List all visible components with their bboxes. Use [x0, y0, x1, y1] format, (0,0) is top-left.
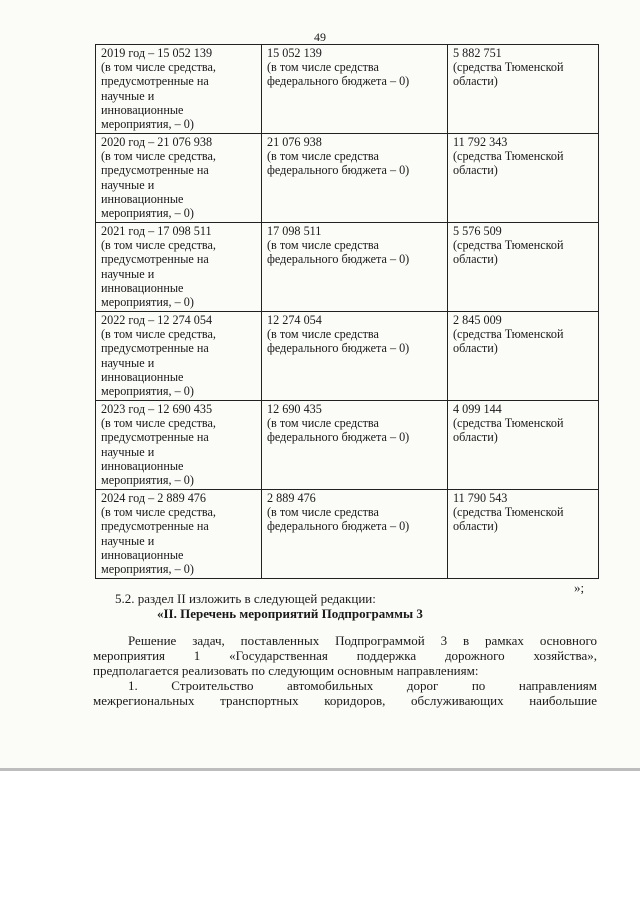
cell-line: предусмотренные на [101, 163, 209, 178]
cell-line: (средства Тюменской [453, 505, 564, 520]
cell-line: мероприятия, – 0) [101, 206, 194, 221]
cell-line: мероприятия, – 0) [101, 562, 194, 577]
cell-line: 4 099 144 [453, 402, 502, 416]
cell-line: (в том числе средства [267, 505, 379, 520]
cell-line: федерального бюджета – 0) [267, 252, 410, 267]
cell-line: научные и [101, 88, 155, 103]
cell-line: федерального бюджета – 0) [267, 519, 410, 534]
scan-edge [0, 768, 640, 771]
cell-line: 2019 год – 15 052 139 [101, 46, 213, 60]
cell-line: области) [453, 74, 498, 89]
paragraph-2-line: 1. Строительство автомобильных дорог по направлениям [128, 678, 597, 693]
table-cell-col3 [448, 45, 599, 134]
cell-line: федерального бюджета – 0) [267, 430, 410, 445]
cell-line: области) [453, 519, 498, 534]
table-cell-col3 [448, 223, 599, 312]
cell-line: 2024 год – 2 889 476 [101, 491, 206, 505]
cell-line: (в том числе средства, [101, 60, 216, 75]
cell-line: (средства Тюменской [453, 60, 564, 75]
table-cell-col1 [96, 490, 262, 579]
cell-line: предусмотренные на [101, 252, 209, 267]
cell-line: области) [453, 252, 498, 267]
table-row [96, 223, 599, 312]
closing-quote: »; [574, 580, 585, 595]
cell-line: федерального бюджета – 0) [267, 74, 410, 89]
cell-line: (в том числе средства, [101, 238, 216, 253]
cell-line: научные и [101, 266, 155, 281]
cell-line: предусмотренные на [101, 430, 209, 445]
cell-line: мероприятия, – 0) [101, 117, 194, 132]
cell-line: 5 576 509 [453, 224, 502, 238]
table-cell-col2 [262, 134, 448, 223]
page-number: 49 [314, 30, 326, 44]
cell-line: инновационные [101, 547, 184, 562]
cell-line: мероприятия, – 0) [101, 473, 194, 488]
table-cell-col1 [96, 223, 262, 312]
cell-line: (средства Тюменской [453, 149, 564, 164]
cell-line: 2021 год – 17 098 511 [101, 224, 212, 238]
cell-line: предусмотренные на [101, 74, 209, 89]
cell-line: инновационные [101, 102, 184, 117]
cell-line: (средства Тюменской [453, 416, 564, 431]
cell-line: инновационные [101, 280, 184, 295]
budget-table [95, 44, 599, 579]
cell-line: 21 076 938 [267, 135, 322, 149]
table-cell-col2 [262, 401, 448, 490]
table-cell-col1 [96, 312, 262, 401]
paragraph-1-line: предполагается реализовать по следующим основным направлениям: [93, 663, 479, 678]
paragraph-1-line: Решение задач, поставленных Подпрограммой 3 в рамках основного [128, 633, 597, 648]
cell-line: области) [453, 341, 498, 356]
table-cell-col2 [262, 223, 448, 312]
cell-line: инновационные [101, 369, 184, 384]
cell-line: мероприятия, – 0) [101, 384, 194, 399]
cell-line: (в том числе средства, [101, 416, 216, 431]
cell-line: 5 882 751 [453, 46, 502, 60]
cell-line: инновационные [101, 458, 184, 473]
cell-line: федерального бюджета – 0) [267, 163, 410, 178]
paragraph-1-line: мероприятия 1 «Государственная поддержка дорожного хозяйства», [93, 648, 597, 663]
section-heading: «II. Перечень мероприятий Подпрограммы 3 [157, 606, 423, 621]
cell-line: (средства Тюменской [453, 327, 564, 342]
cell-line: научные и [101, 533, 155, 548]
paragraph-2 [93, 678, 597, 708]
table-cell-col1 [96, 401, 262, 490]
table-cell-col2 [262, 312, 448, 401]
table-row [96, 490, 599, 579]
cell-line: 2022 год – 12 274 054 [101, 313, 213, 327]
cell-line: области) [453, 163, 498, 178]
instruction-text: 5.2. раздел II изложить в следующей редакции: [115, 591, 376, 606]
cell-line: научные и [101, 444, 155, 459]
cell-line: научные и [101, 355, 155, 370]
cell-line: (в том числе средства [267, 238, 379, 253]
cell-line: 15 052 139 [267, 46, 322, 60]
table-row [96, 45, 599, 134]
cell-line: 2 889 476 [267, 491, 316, 505]
cell-line: 12 274 054 [267, 313, 322, 327]
cell-line: мероприятия, – 0) [101, 295, 194, 310]
cell-line: (в том числе средства, [101, 327, 216, 342]
cell-line: 17 098 511 [267, 224, 322, 238]
paragraph-2-line: межрегиональных транспортных коридоров, обслуживающих наибольшие [93, 693, 597, 708]
table-cell-col3 [448, 312, 599, 401]
paragraph-1 [93, 633, 597, 678]
cell-line: федерального бюджета – 0) [267, 341, 410, 356]
cell-line: (в том числе средства [267, 60, 379, 75]
table-cell-col2 [262, 45, 448, 134]
cell-line: (средства Тюменской [453, 238, 564, 253]
cell-line: (в том числе средства, [101, 505, 216, 520]
cell-line: (в том числе средства [267, 327, 379, 342]
table-cell-col2 [262, 490, 448, 579]
cell-line: 2023 год – 12 690 435 [101, 402, 213, 416]
table-row [96, 312, 599, 401]
cell-line: (в том числе средства [267, 149, 379, 164]
cell-line: инновационные [101, 191, 184, 206]
table-cell-col1 [96, 45, 262, 134]
table-cell-col3 [448, 490, 599, 579]
table-row [96, 134, 599, 223]
table-cell-col1 [96, 134, 262, 223]
cell-line: области) [453, 430, 498, 445]
cell-line: (в том числе средства, [101, 149, 216, 164]
cell-line: предусмотренные на [101, 341, 209, 356]
table-cell-col3 [448, 401, 599, 490]
cell-line: 2020 год – 21 076 938 [101, 135, 213, 149]
cell-line: 11 792 343 [453, 135, 508, 149]
cell-line: 11 790 543 [453, 491, 508, 505]
cell-line: 12 690 435 [267, 402, 322, 416]
cell-line: научные и [101, 177, 155, 192]
cell-line: (в том числе средства [267, 416, 379, 431]
table-cell-col3 [448, 134, 599, 223]
cell-line: 2 845 009 [453, 313, 502, 327]
cell-line: предусмотренные на [101, 519, 209, 534]
table-row [96, 401, 599, 490]
